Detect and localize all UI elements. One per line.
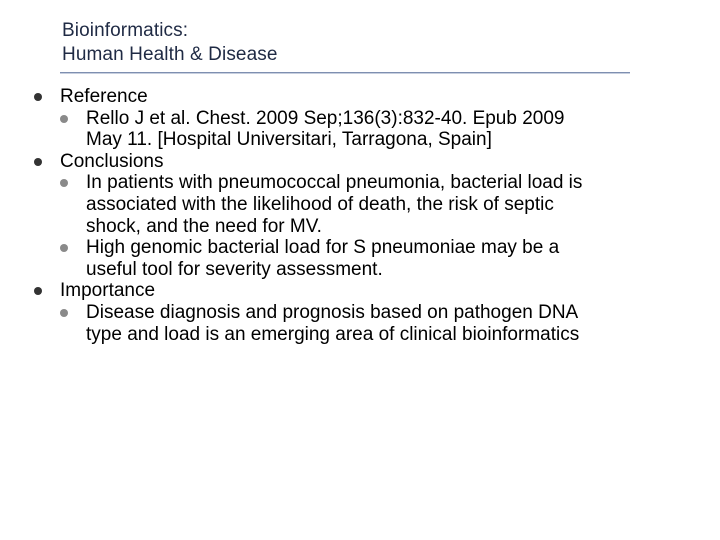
sub-bullet-citation (34, 108, 674, 151)
bullet-dot-icon (34, 287, 42, 295)
sub-bullet-dot-icon (60, 179, 68, 187)
bullet-dot-icon (34, 93, 42, 101)
sub-bullet-dot-icon (60, 309, 68, 317)
slide-title-line-2: Human Health & Disease (62, 44, 278, 65)
text-line: In patients with pneumococcal pneumonia, bacterial load is (86, 172, 583, 194)
section-heading: Importance (60, 280, 156, 302)
sub-bullet-text (86, 237, 674, 280)
sub-bullet-text (86, 108, 674, 151)
slide-title-line-1: Bioinformatics: (62, 20, 189, 41)
section-heading: Reference (60, 86, 148, 107)
text-line: High genomic bacterial load for S pneumoniae may be a (86, 237, 560, 259)
slide-body (34, 86, 674, 345)
sub-bullet-conclusion-2 (34, 237, 674, 280)
sub-bullet-importance (34, 302, 674, 345)
slide-title (62, 19, 278, 67)
text-line: useful tool for severity assessment. (86, 258, 383, 280)
text-line: Disease diagnosis and prognosis based on pathogen DNA (86, 301, 579, 323)
bullet-importance (34, 280, 674, 302)
bullet-conclusions (34, 151, 674, 173)
text-line: Rello J et al. Chest. 2009 Sep;136(3):832-40. Epub 2009 (86, 107, 565, 129)
sub-bullet-dot-icon (60, 244, 68, 252)
text-line: type and load is an emerging area of clinical bioinformatics (86, 323, 580, 345)
text-line: May 11. [Hospital Universitari, Tarragona, Spain] (86, 129, 492, 151)
bullet-dot-icon (34, 158, 42, 166)
sub-bullet-text (86, 302, 674, 345)
sub-bullet-dot-icon (60, 115, 68, 123)
section-heading: Conclusions (60, 150, 164, 172)
bullet-reference (34, 86, 674, 108)
sub-bullet-conclusion-1 (34, 172, 674, 237)
sub-bullet-text (86, 172, 674, 237)
title-underline (60, 72, 630, 74)
text-line: shock, and the need for MV. (86, 215, 322, 237)
text-line: associated with the likelihood of death, the risk of septic (86, 193, 554, 215)
